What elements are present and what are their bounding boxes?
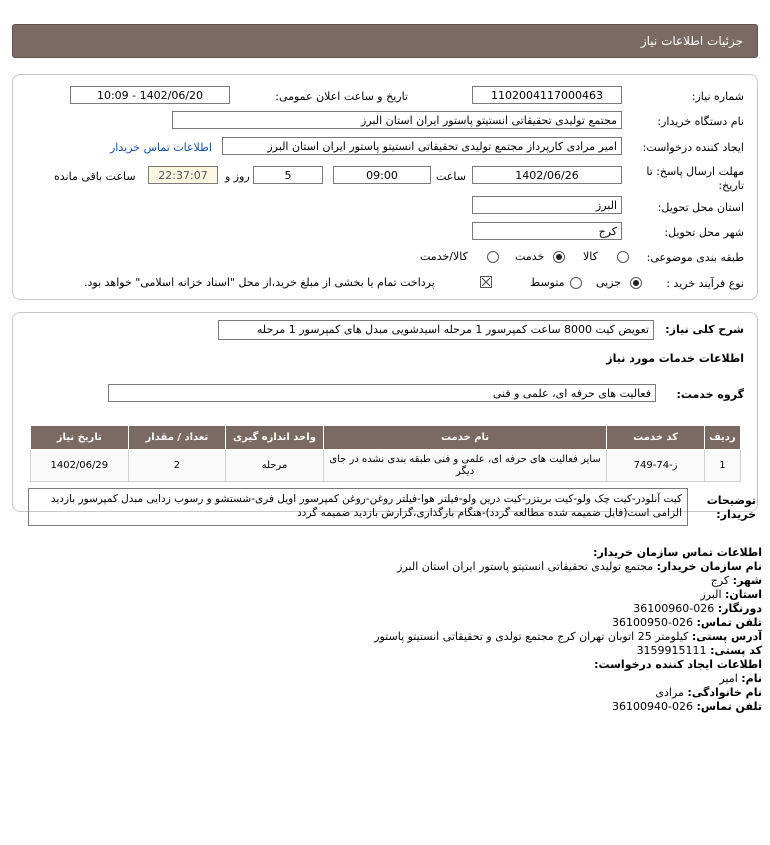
table-header-row — [31, 426, 741, 450]
contact-phone: 026-36100950 — [612, 616, 694, 629]
contact-province: البرز — [700, 588, 722, 601]
buyer-org-field: مجتمع تولیدی تحقیقاتی انستیتو پاستور ایران استان البرز — [172, 111, 622, 129]
announce-label: تاریخ و ساعت اعلان عمومی: — [275, 90, 408, 103]
contact-address: کیلومتر 25 اتوبان تهران کرج مجتمع تولدی و تحقیقاتی انستیتو پاستور — [374, 630, 689, 643]
col-code-header: کد خدمت — [607, 426, 705, 450]
days-field: 5 — [253, 166, 323, 184]
contact-city-line: شهر: کرج — [710, 574, 762, 587]
days-label: روز و — [225, 170, 250, 183]
creator-family-line: نام خانوادگی: مرادی — [655, 686, 762, 699]
province-label: استان محل تحویل: — [657, 201, 744, 214]
creator-phone-line: تلفن تماس: 026-36100940 — [612, 700, 762, 713]
table-row — [31, 450, 741, 482]
contact-address-line: آدرس پستی: کیلومتر 25 اتوبان تهران کرج مجتمع تولدی و تحقیقاتی انستیتو پاستور — [374, 630, 762, 643]
services-section-title: اطلاعات خدمات مورد نیاز — [606, 352, 744, 365]
creator-name: امیر — [719, 672, 738, 685]
contact-org: مجتمع تولیدی تحقیقاتی انستیتو پاستور ایران استان البرز — [397, 560, 654, 573]
deadline-time-label: ساعت — [436, 170, 466, 183]
creator-phone: 026-36100940 — [612, 700, 694, 713]
service-group-label: گروه خدمت: — [676, 388, 744, 401]
cell-need-date: 1402/06/29 — [31, 450, 129, 482]
col-unit-header: واحد اندازه گیری — [226, 426, 324, 450]
process-label: نوع فرآیند خرید : — [666, 277, 744, 290]
col-date-header: تاریخ نیاز — [31, 426, 129, 450]
page-header — [12, 24, 758, 58]
deadline-label: مهلت ارسال پاسخ: تا تاریخ: — [646, 165, 744, 192]
contact-postal-line: کد پستی: 3159915111 — [636, 644, 762, 657]
creator-label: ایجاد کننده درخواست: — [642, 141, 744, 154]
contact-org-line: نام سازمان خریدار: مجتمع تولیدی تحقیقاتی انستیتو پاستور ایران استان البرز — [397, 560, 762, 573]
col-name-header: نام خدمت — [323, 426, 607, 450]
province-field: البرز — [472, 196, 622, 214]
creator-info-title: اطلاعات ایجاد کننده درخواست: — [594, 658, 762, 671]
cell-unit: مرحله — [226, 450, 324, 482]
treasury-payment-checkbox[interactable] — [480, 276, 492, 288]
cell-service-name: سایر فعالیت های حرفه ای، علمی و فنی طبقه بندی نشده در جای دیگر — [323, 450, 607, 482]
creator-name-line: نام: امیر — [719, 672, 762, 685]
announce-field: 1402/06/20 - 10:09 — [70, 86, 230, 104]
remaining-label: ساعت باقی مانده — [54, 170, 136, 183]
process-option-minor: جزیی — [596, 276, 622, 289]
deadline-date-field: 1402/06/26 — [472, 166, 622, 184]
contact-province-line: استان: البرز — [700, 588, 762, 601]
deadline-time-field: 09:00 — [333, 166, 431, 184]
contact-phone-line: تلفن تماس: 026-36100950 — [612, 616, 762, 629]
category-label: طبقه بندی موضوعی: — [646, 251, 744, 264]
treasury-payment-note: پرداخت تمام یا بخشی از مبلغ خرید،از محل "اسناد خزانه اسلامی" خواهد بود. — [84, 276, 435, 289]
category-option-goods: کالا — [583, 250, 598, 263]
need-number-label: شماره نیاز: — [691, 90, 744, 103]
process-radio-medium[interactable] — [570, 277, 582, 289]
city-label: شهر محل تحویل: — [664, 226, 744, 239]
description-label: شرح کلی نیاز: — [665, 323, 744, 336]
col-row-header: ردیف — [704, 426, 740, 450]
buyer-org-label: نام دستگاه خریدار: — [657, 115, 744, 128]
contact-postal: 3159915111 — [636, 644, 707, 657]
creator-family: مرادی — [655, 686, 684, 699]
service-group-field: فعالیت های حرفه ای، علمی و فنی — [108, 384, 656, 402]
category-option-goods-service: کالا/خدمت — [420, 250, 468, 263]
process-option-medium: متوسط — [530, 276, 565, 289]
contact-title: اطلاعات تماس سازمان خریدار: — [593, 546, 762, 559]
category-radio-goods[interactable] — [617, 251, 629, 263]
cell-quantity: 2 — [128, 450, 226, 482]
page-title: جزئیات اطلاعات نیاز — [640, 34, 743, 48]
creator-field: امیر مرادی کارپرداز مجتمع تولیدی تحقیقاتی انستیتو پاستور ایران استان البرز — [222, 137, 622, 155]
col-qty-header: تعداد / مقدار — [128, 426, 226, 450]
services-table — [30, 425, 741, 482]
need-number-field: 1102004117000463 — [472, 86, 622, 104]
cell-service-code: ز-74-749 — [607, 450, 705, 482]
contact-fax: 026-36100960 — [633, 602, 715, 615]
category-option-service: خدمت — [515, 250, 545, 263]
buyer-notes-box: کیت آنلودر-کیت چک ولو-کیت بریتزر-کیت درین ولو-فیلتر هوا-فیلتر روغن-روغن کمپرسور اویل فری-شستشو و رسوب زدایی مبدل کمپرسور بازدید الزامی است(فایل ضمیمه شده مطالعه گردد)-هنگام بارگذاری،گزارش بازدید ضمیمه گردد — [28, 488, 688, 526]
remaining-time-field: 22:37:07 — [148, 166, 218, 184]
cell-row-number: 1 — [704, 450, 740, 482]
contact-city: کرج — [710, 574, 730, 587]
process-radio-minor[interactable] — [630, 277, 642, 289]
description-field: تعویض کیت 8000 ساعت کمپرسور 1 مرحله اسیدشویی مبدل های کمپرسور 1 مرحله — [218, 320, 654, 340]
contact-fax-line: دورنگار: 026-36100960 — [633, 602, 762, 615]
category-radio-goods-service[interactable] — [487, 251, 499, 263]
buyer-notes-label: توضیحات خریدار: — [706, 494, 756, 521]
checkbox-cross-icon — [481, 277, 491, 287]
buyer-contact-link[interactable]: اطلاعات تماس خریدار — [110, 141, 212, 154]
description-panel — [12, 312, 758, 512]
city-field: کرج — [472, 222, 622, 240]
category-radio-service[interactable] — [553, 251, 565, 263]
